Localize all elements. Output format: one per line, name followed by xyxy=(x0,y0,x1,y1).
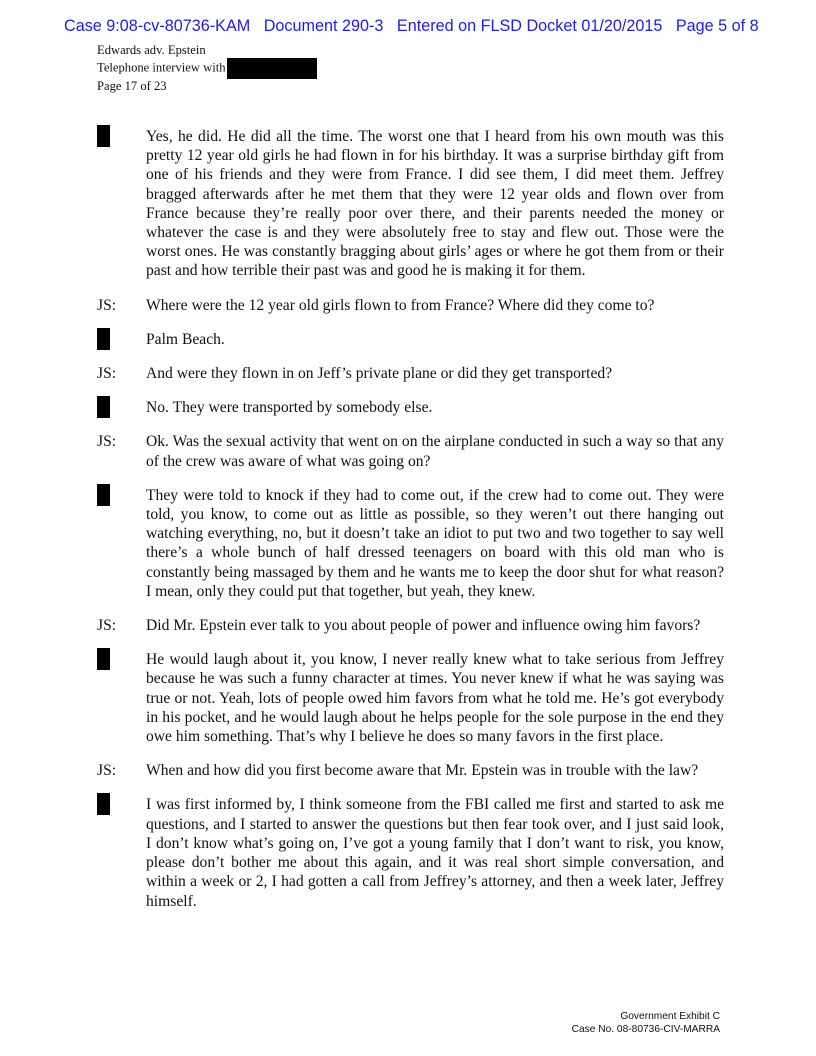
exhibit-label: Government Exhibit C xyxy=(620,1011,720,1022)
interview-label: Telephone interview with xyxy=(97,60,226,75)
speaker-label: JS: xyxy=(97,433,117,451)
docket-stamp: Case 9:08-cv-80736-KAM Document 290-3 Entered on FLSD Docket 01/20/2015 Page 5 of 8 xyxy=(64,17,759,35)
speaker-label: JS: xyxy=(97,762,117,780)
transcript-text: When and how did you first become aware that Mr. Epstein was in trouble with the law? xyxy=(146,762,699,780)
transcript-text: No. They were transported by somebody else. xyxy=(146,399,433,417)
speaker-label xyxy=(97,795,137,815)
speaker-label xyxy=(97,330,137,350)
speaker-label xyxy=(97,486,137,506)
page-header xyxy=(97,43,317,94)
case-title: Edwards adv. Epstein xyxy=(97,43,206,57)
transcript-text: Ok. Was the sexual activity that went on on the airplane conducted in such a way so that any of the crew was aware of what was going on? xyxy=(146,433,724,470)
transcript-text: I was first informed by, I think someone from the FBI called me first and started to ask me questions, and I started to answer the questions but then fear took over, and I just said look, I don’t know what’s going on, I’ve got a young family that I don’t want to risk, you know, please don’t bother me about this again, and it was real short simple conversation, and within a week or 2, I had gotten a call from Jeffrey’s attorney, and then a week later, Jeffrey himself. xyxy=(146,796,724,910)
transcript-block xyxy=(97,432,724,470)
redaction-box xyxy=(97,793,110,815)
transcript-text: He would laugh about it, you know, I never really knew what to take serious from Jeffrey because he was such a funny character at times. You never knew if what he was saying was true or not. Yeah, lots of people owed him favors from what he told me. He’s got everybody in his pocket, and he would laugh about he helps people for the sole purpose in the end they owe him something. That’s why I believe he does so many favors in the first place. xyxy=(146,651,724,746)
speaker-label xyxy=(97,127,137,147)
transcript-block xyxy=(97,650,724,746)
transcript-text: Yes, he did. He did all the time. The worst one that I heard from his own mouth was this pretty 12 year old girls he had flown in for his birthday. It was a surprise birthday gift from one of his friends and they were from France. I did see them, I did meet them. Jeffrey bragged afterwards after he met them that they were 12 year olds and flown over from France because they’re really poor over there, and their parents needed the money or whatever the case is and they were absolutely free to stay and flew out. Those were the worst ones. He was constantly bragging about girls’ ages or where he got them from or their past and how terrible their past was and good he is making it for them. xyxy=(146,128,724,280)
redaction-box xyxy=(227,58,317,79)
transcript-block xyxy=(97,398,724,417)
redaction-box xyxy=(97,648,110,670)
interview-line xyxy=(97,58,317,79)
transcript-block xyxy=(97,127,724,281)
redaction-box xyxy=(97,125,110,147)
transcript-text: They were told to knock if they had to come out, if the crew had to come out. They were told, you know, to come out as little as possible, so they weren’t out there hanging out watching everything, no, but it doesn’t take an idiot to put two and two together to say well there’s a whole bunch of half dressed teenagers on board with this old man who is constantly being massaged by them and he wants me to keep the door shut for what reason? I mean, only they could put that together, but yeah, they knew. xyxy=(146,486,724,600)
transcript-text: Did Mr. Epstein ever talk to you about people of power and influence owing him favors? xyxy=(146,617,701,635)
transcript-block xyxy=(97,486,724,601)
speaker-label xyxy=(97,398,137,418)
transcript-block xyxy=(97,795,724,910)
exhibit-footer xyxy=(572,1011,720,1036)
speaker-label: JS: xyxy=(97,296,117,314)
transcript-block xyxy=(97,616,724,635)
speaker-label xyxy=(97,650,137,670)
transcript xyxy=(97,127,724,926)
speaker-label: JS: xyxy=(97,365,117,383)
transcript-text: Where were the 12 year old girls flown to from France? Where did they come to? xyxy=(146,296,655,314)
transcript-block xyxy=(97,364,724,383)
transcript-text: And were they flown in on Jeff’s private plane or did they get transported? xyxy=(146,365,613,383)
case-number: Case No. 08-80736-CIV-MARRA xyxy=(571,1023,720,1035)
transcript-block xyxy=(97,761,724,780)
redaction-box xyxy=(97,484,110,506)
transcript-text: Palm Beach. xyxy=(146,330,225,348)
redaction-box xyxy=(97,396,110,418)
transcript-block xyxy=(97,296,724,315)
speaker-label: JS: xyxy=(97,617,117,635)
page-number: Page 17 of 23 xyxy=(97,79,167,93)
redaction-box xyxy=(97,328,110,350)
transcript-block xyxy=(97,330,724,349)
